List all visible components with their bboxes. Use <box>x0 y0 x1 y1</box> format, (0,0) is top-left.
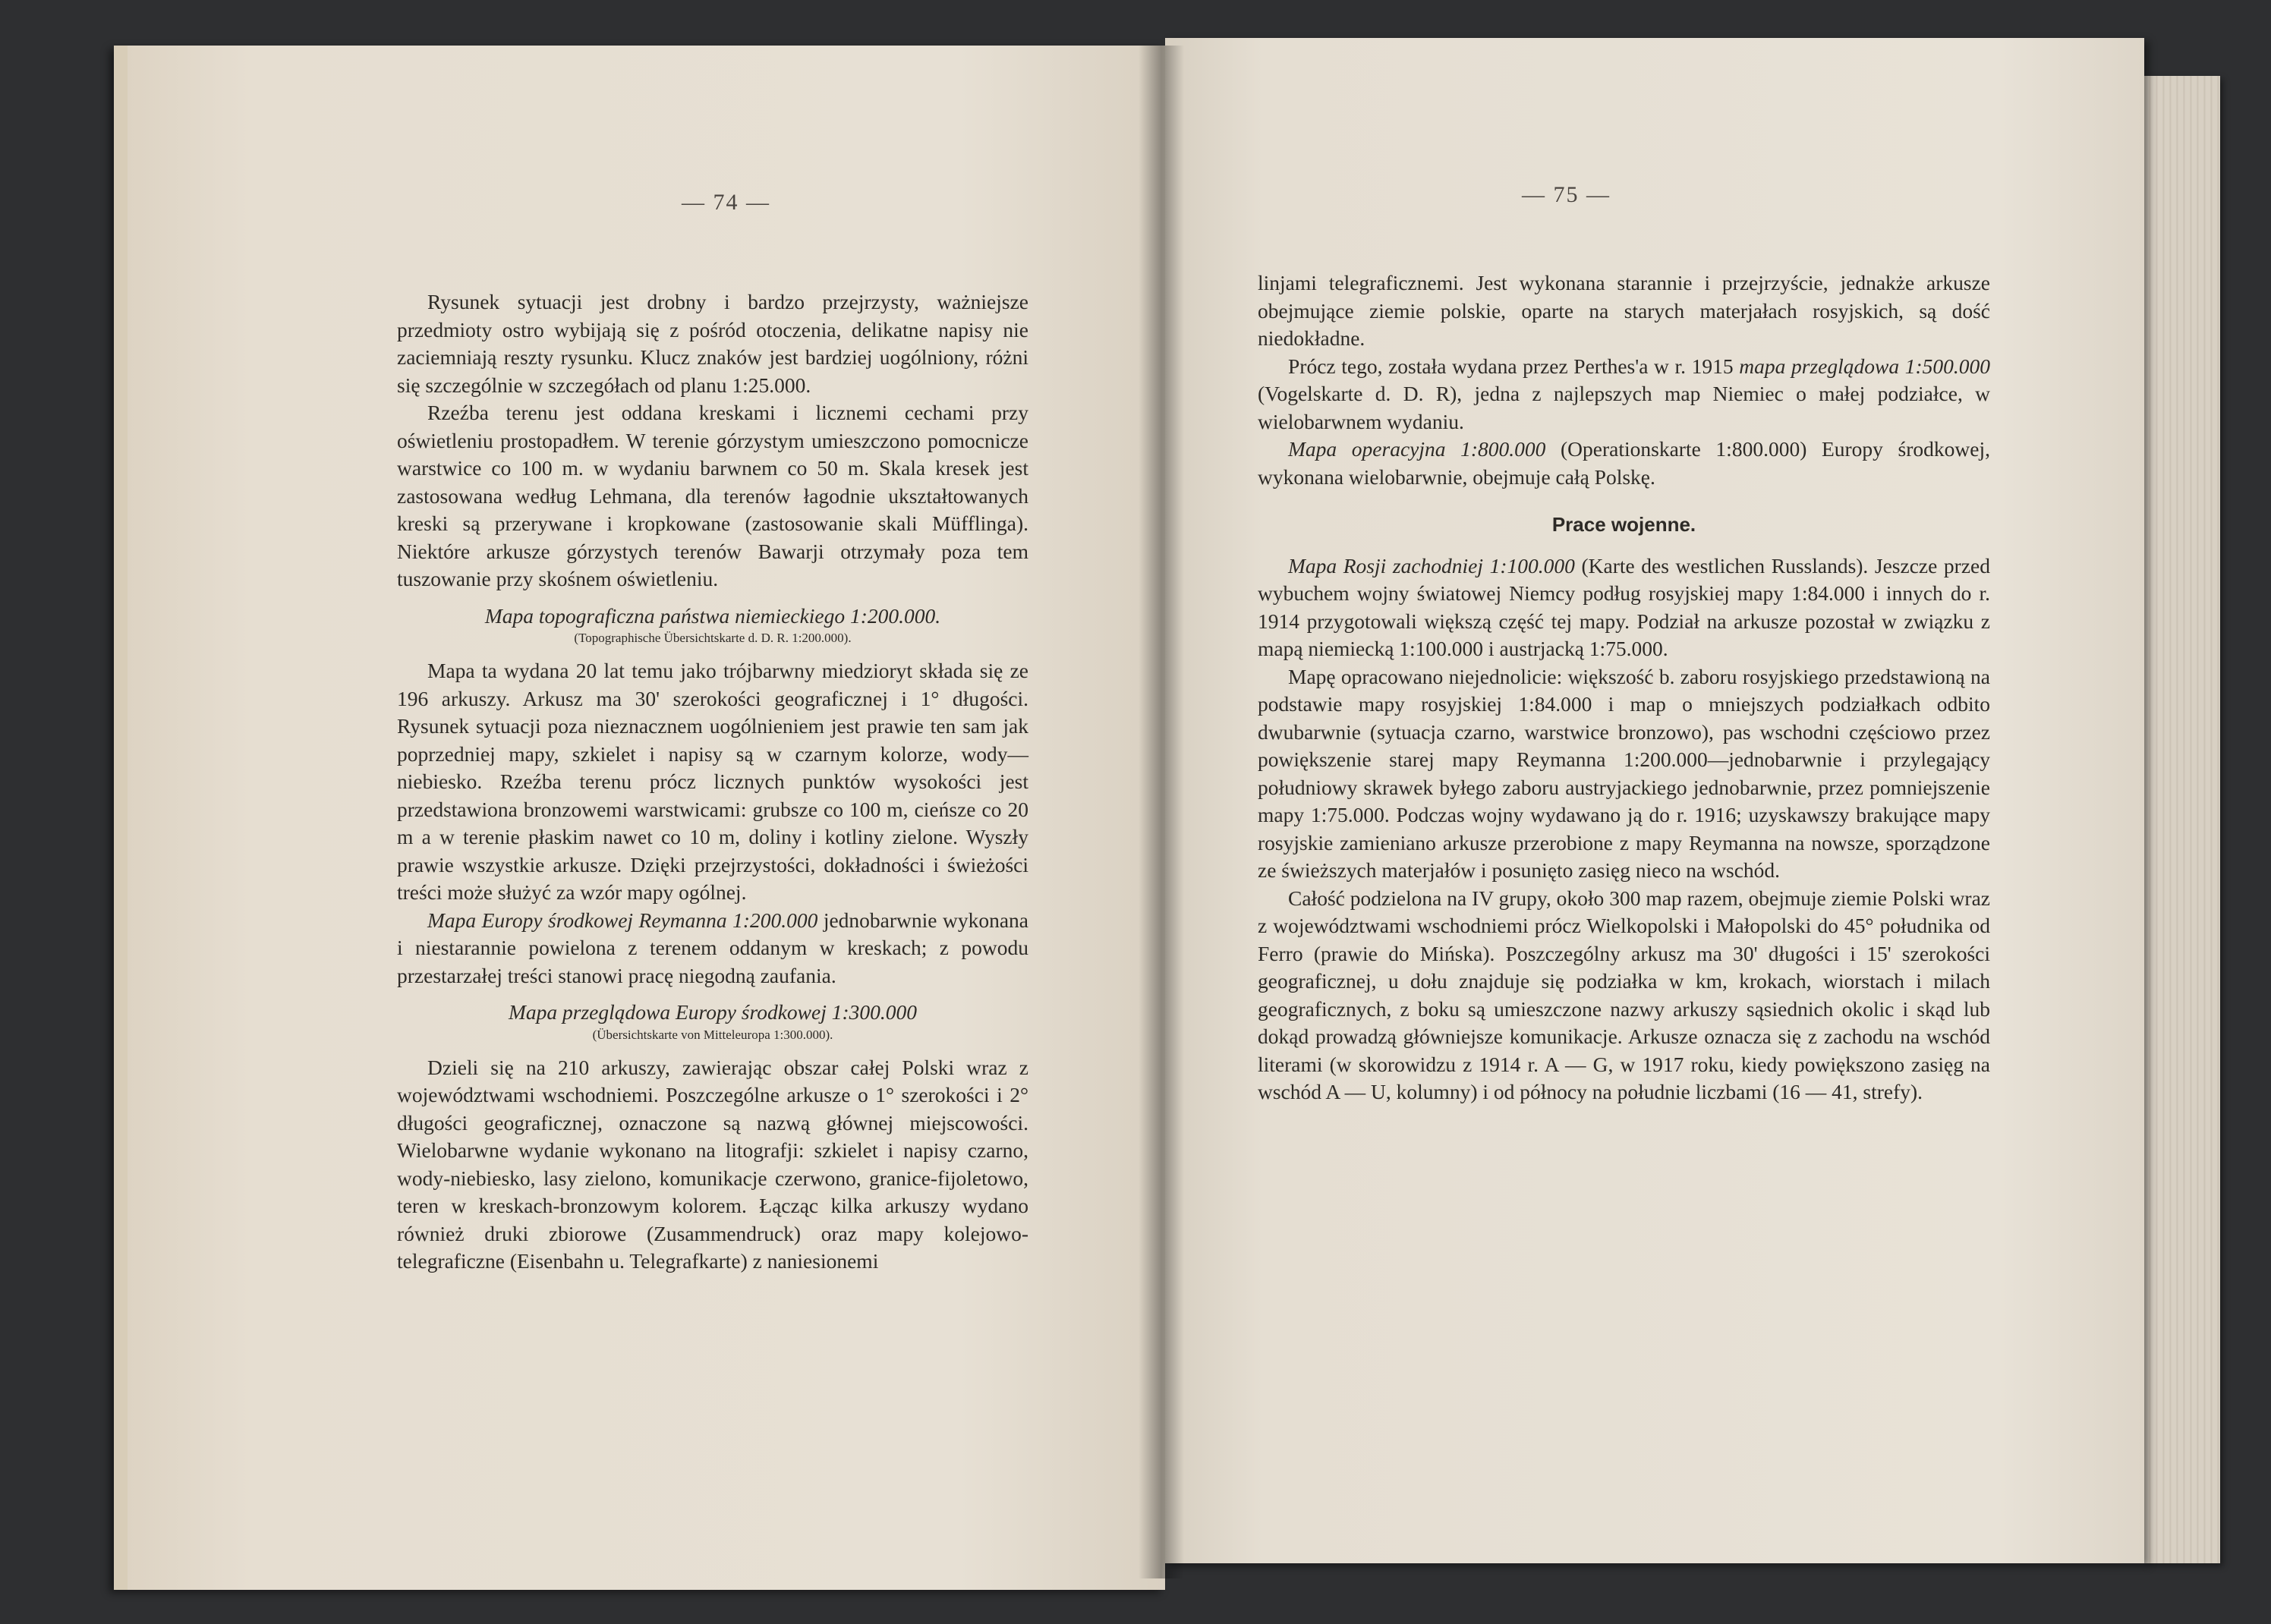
body-paragraph: Mapę opracowano niejednolicie: większość b. zaboru rosyjskiego przedstawioną na podstawie mapy rosyjskiej 1:84.000 i map o mniejszych podziałkach odbito dwubarwnie (sytuacja czarno, warstwice bronzowo), pas wschodni częściowo przez powiększenie starej mapy Reymanna 1:200.000—jednobarwnie i przylegający południowy skrawek byłego zaboru austryjackiego jednobarwnie, przez pomniejszenie mapy 1:75.000. Podczas wojny wydawano ją do r. 1916; uzyskawszy brakujące mapy rosyjskie zamieniano arkusze przerobione z mapy Reymanna na nowsze, sporządzone ze świeższych materjałów i posunięto zasięg nieco na wschód. <box>1258 664 1990 882</box>
page-number: — 75 — <box>1522 182 1611 207</box>
paragraph-text: (Operationskarte 1:800.000) Europy środkowej, wykonana wielobarwnie, obejmuje całą Polskę. <box>1258 437 1990 489</box>
paragraph-text: (Vogelskarte d. D. R), jedna z najlepszych map Niemiec o małej podziałce, w wielobarwnem wydaniu. <box>1258 382 1990 433</box>
body-paragraph: linjami telegraficznemi. Jest wykonana starannie i przejrzyście, jednakże arkusze obejmujące ziemie polskie, oparte na starych materjałach rosyjskich, są dość niedokładne. <box>1258 271 1990 350</box>
section-heading: Prace wojenne. <box>1551 513 1696 536</box>
body-paragraph <box>1258 436 1990 491</box>
page-number: — 74 — <box>682 190 770 215</box>
paragraph-text: jednobarwnie wykonana i niestarannie powielona z terenem oddanym w kreskach; z powodu przestarzałej treści stanowi pracę niegodną zaufania. <box>397 908 1028 987</box>
paragraph-text: (Karte des westlichen Russlands). Jeszcze przed wybuchem wojny światowej Niemcy podług rosyjskiej mapy 1:84.000 i innych do r. 1914 przygotowali większą część tej mapy. Podział na arkusze pozostał w związku z mapą niemiecką 1:100.000 i austrjacką 1:75.000. <box>1258 553 1990 660</box>
map-title: Mapa Europy środkowej Reymanna 1:200.000 <box>427 908 818 932</box>
body-paragraph: Dzieli się na 210 arkuszy, zawierając obszar całej Polski wraz z województwami wschodniemi. Poszczególne arkusze o 1° szerokości i 2° długości geograficznej, oznaczone są nazwą głównej miejscowości. Wielobarwne wydanie wykonano na litografji: szkielet i napisy czarno, wody-niebiesko, lasy zielono, komunikacje czerwono, granice-fijoletowo, teren w kreskach-bronzowym kolorem. Łącząc kilka arkuszy wydano również druki zbiorowe (Zusammendruck) oraz mapy kolejowo-telegraficzne (Eisenbahn u. Telegrafkarte) z naniesionemi <box>397 1055 1028 1273</box>
page-text <box>397 288 1028 1276</box>
body-paragraph <box>1258 552 1990 663</box>
map-title: mapa przeglądowa 1:500.000 <box>1739 354 1990 378</box>
map-title: Mapa Rosji zachodniej 1:100.000 <box>1288 553 1575 578</box>
body-paragraph: Rysunek sytuacji jest drobny i bardzo przejrzysty, ważniejsze przedmioty ostro wybijają się z pośród otoczenia, delikatne napisy nie zaciemniają reszty rysunku. Klucz znaków jest bardziej uogólniony, różni się szczególnie w szczegółach od planu 1:25.000. <box>397 290 1028 397</box>
map-subcaption: (Übersichtskarte von Mitteleuropa 1:300.000). <box>592 1027 833 1042</box>
page-text <box>1258 269 1990 1106</box>
body-paragraph: Rzeźba terenu jest oddana kreskami i licznemi cechami przy oświetleniu prostopadłem. W terenie górzystym umieszczono pomocnicze warstwice co 100 m. w wydaniu barwnem co 50 m. Skala kresek jest zastosowana według Lehmana, dla terenów łagodnie ukształtowanych kreski są przerywane i kropkowane (zastosowanie skali Müfflinga). Niektóre arkusze górzystych terenów Bawarji otrzymały poza tem tuszowanie przy skośnem oświetleniu. <box>397 401 1028 590</box>
left-page <box>114 46 1165 1590</box>
map-title: Mapa operacyjna 1:800.000 <box>1288 437 1546 461</box>
map-subcaption: (Topographische Übersichtskarte d. D. R. 1:200.000). <box>574 631 852 645</box>
body-paragraph <box>397 907 1028 990</box>
body-paragraph: Całość podzielona na IV grupy, około 300 map razem, obejmuje ziemie Polski wraz z województwami wschodniemi prócz Wielkopolski i Małopolski do 45° południka od Ferro (prawie do Mińska). Poszczególny arkusz ma 30' długości i 15' szerokości geograficznej, u dołu znajduje się podziałka w km, krokach, wiorstach i milach geograficznych, z boku są umieszczone nazwy arkuszy sąsiednich okolic i skąd lub dokąd prowadzą główniejsze komunikacje. Arkusze oznacza się z zachodu na wschód literami (w skorowidzu z 1914 r. A — G, w 1917 roku, kiedy powiększono zasięg na wschód A — U, kolumny) i od północy na południe liczbami (16 — 41, strefy). <box>1258 886 1990 1103</box>
map-caption: Mapa przeglądowa Europy środkowej 1:300.000 <box>509 1000 917 1024</box>
body-paragraph: Mapa ta wydana 20 lat temu jako trójbarwny miedzioryt składa się ze 196 arkuszy. Arkusz ma 30' szerokości geograficznej i 1° długości. Rysunek sytuacji poza nieznacznem uogólnieniem jest prawie ten sam jak poprzedniej mapy, szkielet i napisy są w czarnym kolorze, wody—niebiesko. Rzeźba terenu prócz licznych punktów wysokości jest przedstawiona bronzowemi warstwicami: grubsze co 100 m, cieńsze co 20 m a w terenie płaskim nawet co 10 m, doliny i kotliny zielone. Wyszły prawie wszystkie arkusze. Dzięki przejrzystości, dokładności i świeżości treści może służyć za wzór mapy ogólnej. <box>397 659 1028 904</box>
right-page <box>1165 38 2144 1563</box>
map-caption: Mapa topograficzna państwa niemieckiego 1:200.000. <box>484 603 941 628</box>
page-edges <box>2144 76 2220 1563</box>
book-spine <box>1139 46 1184 1578</box>
body-paragraph <box>1258 353 1990 436</box>
paragraph-text: Prócz tego, została wydana przez Perthes'a w r. 1915 <box>1288 354 1740 378</box>
